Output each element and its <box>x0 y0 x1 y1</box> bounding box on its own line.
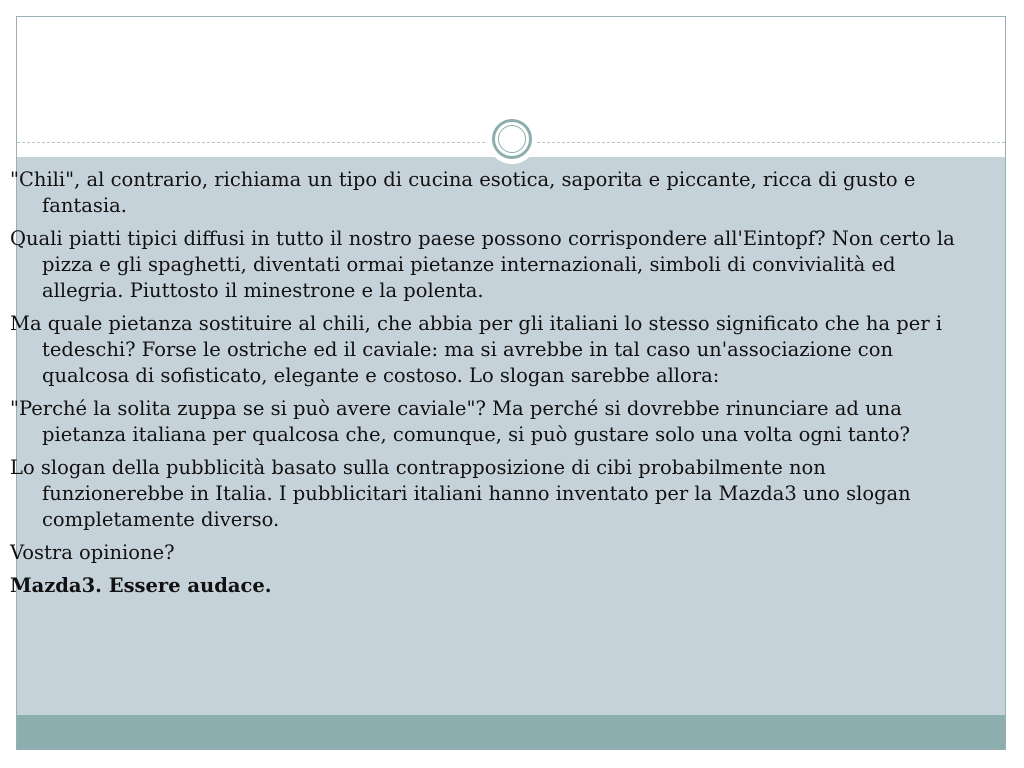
slide-body-text <box>10 167 970 606</box>
paragraph-chili: "Chili", al contrario, richiama un tipo di cucina esotica, saporita e piccante, ricca di gusto e fantasia. <box>10 168 916 217</box>
paragraph-substitute-dish: Ma quale pietanza sostituire al chili, che abbia per gli italiani lo stesso significato che ha per i tedeschi? Forse le ostriche ed il caviale: ma si avrebbe in tal caso un'associazione con qualcosa di sofisticato, elegante e costoso. Lo slogan sarebbe allora: <box>10 312 943 387</box>
paragraph-advertising-slogan: Lo slogan della pubblicità basato sulla contrapposizione di cibi probabilmente non funzionerebbe in Italia. I pubblicitari italiani hanno inventato per la Mazda3 uno slogan completamente diverso. <box>10 456 911 531</box>
ornament-inner-ring <box>498 125 526 153</box>
paragraph-mazda-slogan: Mazda3. Essere audace. <box>10 574 272 597</box>
footer-bar <box>17 715 1005 750</box>
paragraph-italian-dishes: Quali piatti tipici diffusi in tutto il nostro paese possono corrispondere all'Eintopf? Non certo la pizza e gli spaghetti, diventati ormai pietanze internazionali, simboli di convivialità ed allegria. Piuttosto il minestrone e la polenta. <box>10 227 955 302</box>
paragraph-caviar-slogan: "Perché la solita zuppa se si può avere caviale"? Ma perché si dovrebbe rinunciare ad una pietanza italiana per qualcosa che, comunque, si può gustare solo una volta ogni tanto? <box>10 397 910 446</box>
double-ring-circle-icon <box>487 114 537 164</box>
paragraph-opinion-question: Vostra opinione? <box>10 541 175 564</box>
